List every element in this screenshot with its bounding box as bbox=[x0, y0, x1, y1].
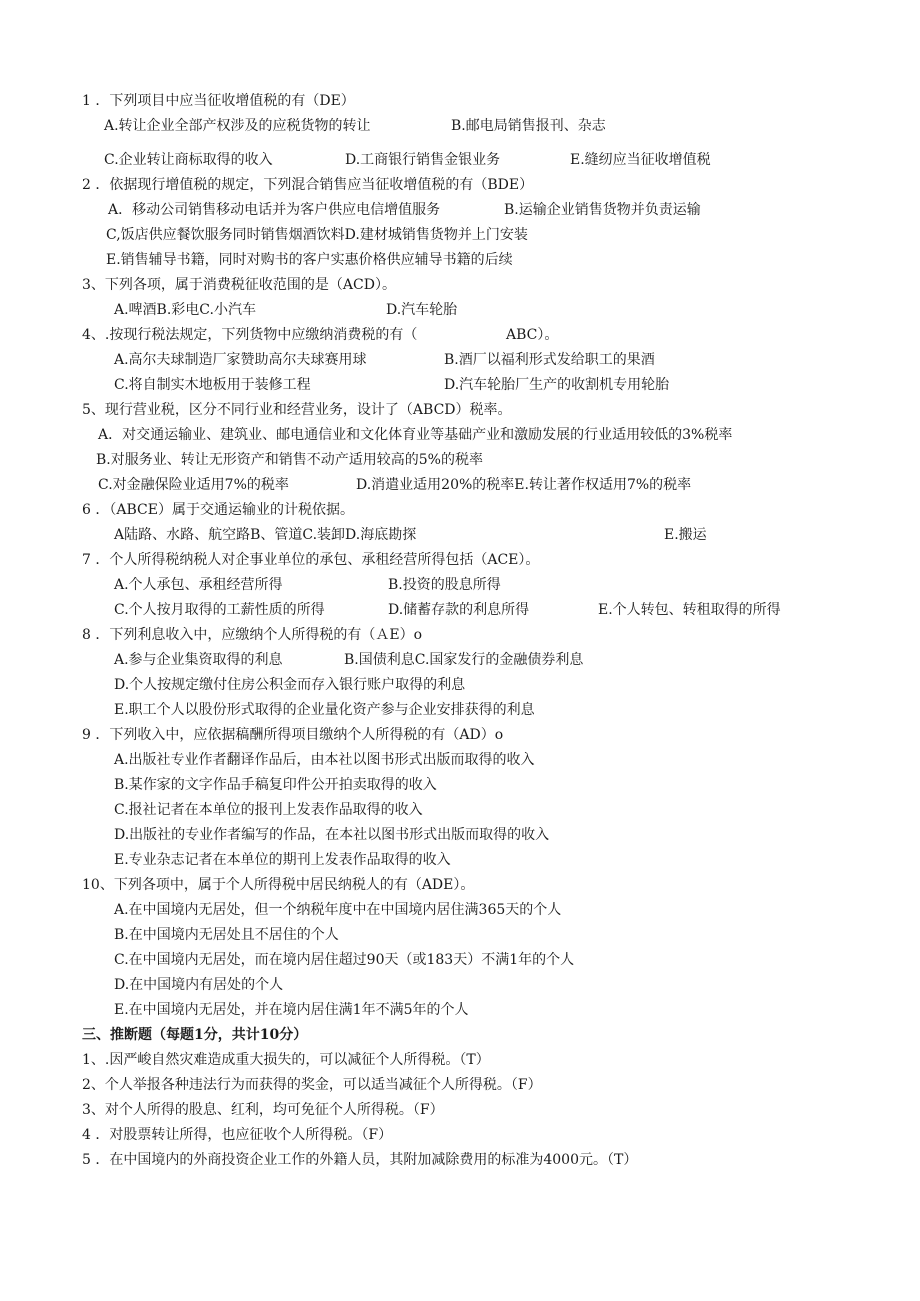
tf-item-3: 3、对个人所得的股息、红利，均可免征个人所得税。（F） bbox=[82, 1102, 444, 1118]
q7-option-c: C.个人按月取得的工薪性质的所得 bbox=[114, 602, 325, 618]
q9-option-a: A.出版社专业作者翻译作品后，由本社以图书形式出版而取得的收入 bbox=[114, 752, 535, 768]
q10-option-c: C.在中国境内无居处，而在境内居住超过90天（或183天）不满1年的个人 bbox=[114, 952, 575, 968]
q6-stem: 6 ．（ABCE）属于交通运输业的计税依据。 bbox=[82, 502, 354, 518]
q2-option-e: E.销售辅导书籍，同时对购书的客户实惠价格供应辅导书籍的后续 bbox=[106, 252, 513, 268]
q2-stem: 2 ．依据现行增值税的规定，下列混合销售应当征收增值税的有（BDE） bbox=[82, 177, 534, 193]
tf-item-1: 1、.因严峻自然灾难造成重大损失的，可以减征个人所得税。（T） bbox=[82, 1052, 490, 1068]
q4-stem: 4、.按现行税法规定，下列货物中应缴纳消费税的有（ bbox=[82, 327, 418, 343]
q5-option-c: C.对金融保险业适用7%的税率 bbox=[98, 477, 289, 493]
section-heading: 三、推断题（每题1分，共计10分） bbox=[82, 1027, 308, 1043]
q9-option-e: E.专业杂志记者在本单位的期刊上发表作品取得的收入 bbox=[114, 852, 451, 868]
q1-option-d: D.工商银行销售金银业务 bbox=[345, 152, 501, 168]
q9-stem: 9 ．下列收入中，应依据稿酬所得项目缴纳个人所得税的有（AD）o bbox=[82, 727, 504, 743]
q10-option-a: A.在中国境内无居处，但一个纳税年度中在中国境内居住满365天的个人 bbox=[114, 902, 562, 918]
q8-option-d: D.个人按规定缴付住房公积金而存入银行账户取得的利息 bbox=[114, 677, 466, 693]
tf-item-2: 2、个人举报各种违法行为而获得的奖金，可以适当减征个人所得税。（F） bbox=[82, 1077, 542, 1093]
q6-option-e: E.搬运 bbox=[664, 527, 707, 543]
q8-stem: 8 ．下列利息收入中，应缴纳个人所得税的有（ＡE）o bbox=[82, 627, 423, 643]
q2-option-b: B.运输企业销售货物并负责运输 bbox=[504, 202, 701, 218]
q1-option-b: B.邮电局销售报刊、杂志 bbox=[451, 118, 606, 134]
q1-option-e: E.缝纫应当征收增值税 bbox=[570, 152, 711, 168]
q5-option-de: D.消遣业适用20%的税率E.转让著作权适用7%的税率 bbox=[356, 477, 692, 493]
q4-option-b: B.酒厂以福利形式发给职工的果酒 bbox=[444, 352, 655, 368]
q3-option-d: D.汽车轮胎 bbox=[386, 302, 458, 318]
q4-option-d: D.汽车轮胎厂生产的收割机专用轮胎 bbox=[444, 377, 670, 393]
q4-option-c: C.将自制实木地板用于装修工程 bbox=[114, 377, 311, 393]
q7-option-a: A.个人承包、承租经营所得 bbox=[114, 577, 283, 593]
q10-option-d: D.在中国境内有居处的个人 bbox=[114, 977, 284, 993]
q7-option-e: E.个人转包、转租取得的所得 bbox=[598, 602, 781, 618]
q9-option-b: B.某作家的文字作品手稿复印件公开拍卖取得的收入 bbox=[114, 777, 437, 793]
q2-option-a: A．移动公司销售移动电话并为客户供应电信增值服务 bbox=[108, 202, 441, 218]
q7-stem: 7 ．个人所得税纳税人对企事业单位的承包、承租经营所得包括（ACE）。 bbox=[82, 552, 540, 568]
q10-option-e: E.在中国境内无居处，并在境内居住满1年不满5年的个人 bbox=[114, 1002, 469, 1018]
q4-option-a: A.高尔夫球制造厂家赞助高尔夫球赛用球 bbox=[114, 352, 367, 368]
q1-option-c: C.企业转让商标取得的收入 bbox=[104, 152, 273, 168]
q1-option-a: A.转让企业全部产权涉及的应税货物的转让 bbox=[104, 118, 371, 134]
q2-option-cd: C,饭店供应餐饮服务同时销售烟酒饮料D.建材城销售货物并上门安装 bbox=[106, 227, 528, 243]
q10-option-b: B.在中国境内无居处且不居住的个人 bbox=[114, 927, 339, 943]
q8-option-bc: B.国债利息C.国家发行的金融债券利息 bbox=[344, 652, 584, 668]
q4-stem-answer: ABC）。 bbox=[506, 327, 559, 343]
q3-stem: 3、下列各项，属于消费税征收范围的是（ACD）。 bbox=[82, 277, 396, 293]
q9-option-d: D.出版社的专业作者编写的作品，在本社以图书形式出版而取得的收入 bbox=[114, 827, 550, 843]
q8-option-a: A.参与企业集资取得的利息 bbox=[114, 652, 283, 668]
q5-stem: 5、现行营业税，区分不同行业和经营业务，设计了（ABCD）税率。 bbox=[82, 402, 512, 418]
q5-option-b: B.对服务业、转让无形资产和销售不动产适用较高的5%的税率 bbox=[96, 452, 483, 468]
q8-option-e: E.职工个人以股份形式取得的企业量化资产参与企业安排获得的利息 bbox=[114, 702, 535, 718]
tf-item-5: 5 ．在中国境内的外商投资企业工作的外籍人员，其附加减除费用的标准为4000元。（T） bbox=[82, 1152, 638, 1168]
q1-stem: 1 ．下列项目中应当征收增值税的有（DE） bbox=[82, 93, 355, 109]
q9-option-c: C.报社记者在本单位的报刊上发表作品取得的收入 bbox=[114, 802, 423, 818]
q7-option-b: B.投资的股息所得 bbox=[388, 577, 501, 593]
tf-item-4: 4 ．对股票转让所得，也应征收个人所得税。（F） bbox=[82, 1127, 393, 1143]
q5-option-a: A．对交通运输业、建筑业、邮电通信业和文化体育业等基础产业和激励发展的行业适用较低的3%税率 bbox=[98, 427, 733, 443]
q10-stem: 10、下列各项中，属于个人所得税中居民纳税人的有（ADE）。 bbox=[82, 877, 475, 893]
q3-option-abc: A.啤酒B.彩电C.小汽车 bbox=[114, 302, 256, 318]
q7-option-d: D.储蓄存款的利息所得 bbox=[388, 602, 530, 618]
q6-option-abcd: A陆路、水路、航空路B、管道C.装卸D.海底勘探 bbox=[114, 527, 417, 543]
